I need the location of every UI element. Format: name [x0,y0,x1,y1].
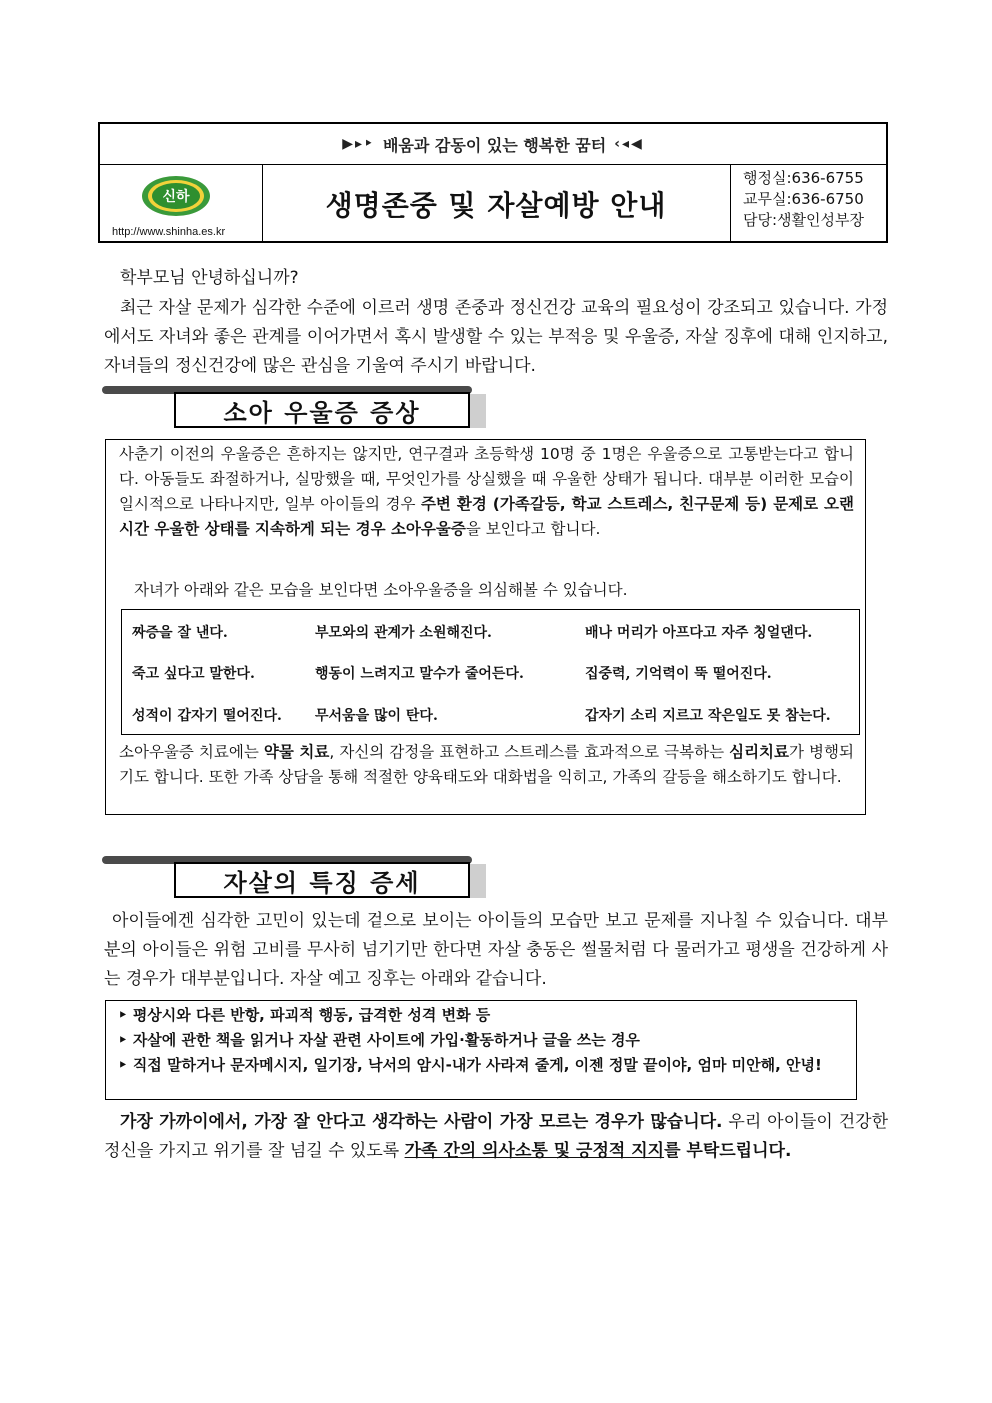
symptom-item: 행동이 느려지고 말수가 줄어든다. [315,666,524,682]
intro-paragraph: 최근 자살 문제가 심각한 수준에 이르러 생명 존중과 정신건강 교육의 필요성이 강조되고 있습니다. 가정에서도 자녀와 좋은 관계를 이어가면서 혹시 발생할 수 있는 부적응 및 우울증, 자살 징후에 대해 인지하고, 자녀들의 정신건강에 많은 관심을 기울여 주시기 바랍니다. [104,298,888,376]
warning-sign-item: ‣ 직접 말하거나 문자메시지, 일기장, 낙서의 암시-내가 사라져 줄게, 이젠 정말 끝이야, 엄마 미안해, 안녕! [118,1056,822,1074]
warning-signs-box [105,1000,857,1100]
contact-admin: 행정실:636-6755 [743,169,864,187]
symptom-item: 부모와의 관계가 소원해진다. [315,625,492,641]
symptom-item: 배나 머리가 아프다고 자주 칭얼댄다. [585,625,813,641]
school-logo [140,174,212,218]
slogan-row [100,124,886,165]
bullet-icon: ‣ [118,1006,133,1024]
family-support-emphasis: 가족 간의 의사소통 및 긍정적 지지 [404,1141,665,1161]
contact-info [731,164,886,243]
page-title: 생명존중 및 자살예방 안내 [262,164,731,243]
depression-paragraph-1: 사춘기 이전의 우울증은 흔하지는 않지만, 연구결과 초등학생 10명 중 1명은 우울증으로 고통받는다고 합니다. 아동들도 좌절하거나, 실망했을 때, 무엇인가를 상실했을 때 우울한 상태가 됩니다. 대부분 이러한 모습이 일시적으로 나타나지만, 일부 아이들의 경우 주변 환경 (가족갈등, 학교 스트레스, 친구문제 등) 문제로 오랜 시간 우울한 상태를 지속하게 되는 경우 소아우울증을 보인다고 합니다. [119,445,855,538]
contact-office: 교무실:636-6750 [743,190,864,208]
contact-person: 담당:생활인성부장 [743,211,864,229]
symptom-item: 짜증을 잘 낸다. [132,625,228,641]
svg-text:신하: 신하 [162,189,190,205]
symptom-item: 갑자기 소리 지르고 작은일도 못 참는다. [585,708,831,724]
symptom-item: 집중력, 기억력이 뚝 떨어진다. [585,666,772,682]
warning-sign-item: ‣ 평상시와 다른 반항, 파괴적 행동, 급격한 성격 변화 등 [118,1006,491,1024]
depression-causes: 주변 환경 (가족갈등, 학교 스트레스, 친구문제 등) 문제로 오랜 시간 우울한 상태를 지속하게 되는 경우 소아우울증 [119,495,855,538]
arrow-left-icon: ‹◂◀ [614,136,644,152]
logo-cell [100,164,263,243]
treatment-paragraph: 소아우울증 치료에는 약물 치료, 자신의 감정을 표현하고 스트레스를 효과적으로 극복하는 심리치료가 병행되기도 합니다. 또한 가족 상담을 통해 적절한 양육태도와 대화법을 익히고, 가족의 갈등을 해소하기도 합니다. [119,743,854,786]
slogan: 배움과 감동이 있는 행복한 꿈터 [382,135,607,155]
section1-heading: 소아 우울증 증상 [174,392,470,428]
closing-paragraph: 가장 가까이에서, 가장 잘 안다고 생각하는 사람이 가장 모르는 경우가 많습니다. 우리 아이들이 건강한 정신을 가지고 위기를 잘 넘길 수 있도록 가족 간의 의사소통 및 긍정적 지지를 부탁드립니다. [104,1112,888,1161]
header-table [98,122,888,243]
symptom-item: 무서움을 많이 탄다. [315,708,438,724]
symptom-item: 죽고 싶다고 말한다. [132,666,255,682]
suicide-paragraph: 아이들에겐 심각한 고민이 있는데 겉으로 보이는 아이들의 모습만 보고 문제를 지나칠 수 있습니다. 대부분의 아이들은 위험 고비를 무사히 넘기기만 한다면 자살 충동은 썰물처럼 다 물러가고 평생을 건강하게 사는 경우가 대부분입니다. 자살 예고 징후는 아래와 같습니다. [104,911,888,989]
school-url[interactable]: http://www.shinha.es.kr [112,226,226,238]
section2-heading: 자살의 특징 증세 [174,862,470,898]
depression-box [105,439,866,815]
warning-sign-item: ‣ 자살에 관한 책을 읽거나 자살 관련 사이트에 가입·활동하거나 글을 쓰는 경우 [118,1031,640,1049]
symptom-table [121,609,860,735]
arrow-right-icon: ▶▸‣ [342,136,375,152]
bullet-icon: ‣ [118,1031,133,1049]
depression-paragraph-2: 자녀가 아래와 같은 모습을 보인다면 소아우울증을 의심해볼 수 있습니다. [134,581,628,599]
symptom-item: 성적이 갑자기 떨어진다. [132,708,282,724]
bullet-icon: ‣ [118,1056,133,1074]
greeting: 학부모님 안녕하십니까? [120,268,299,288]
